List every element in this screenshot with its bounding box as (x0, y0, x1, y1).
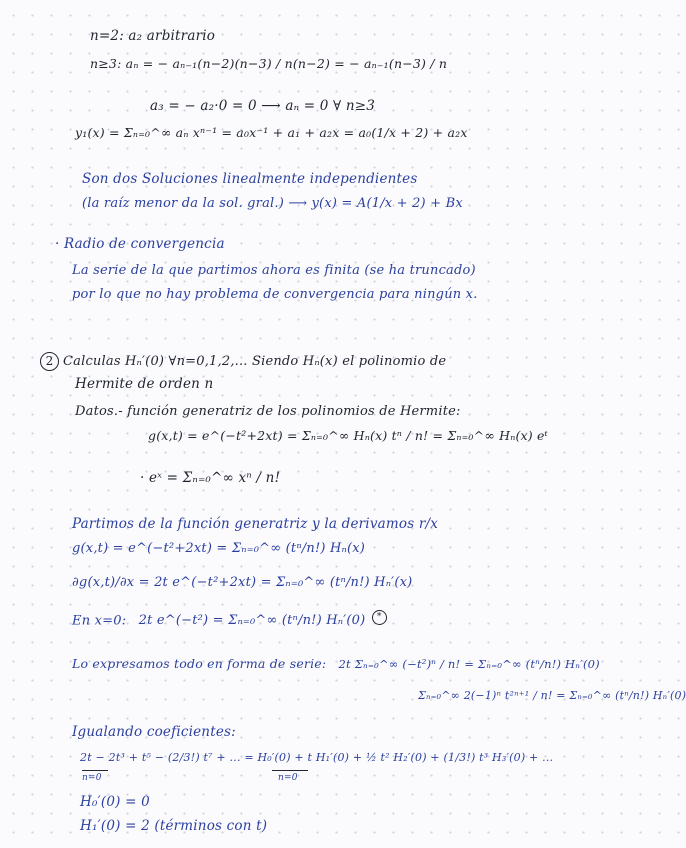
problem-number-circle: 2 (40, 352, 59, 371)
enx0-label: En x=0: (72, 613, 127, 629)
line-a3: a₃ = − a₂·0 = 0 ⟶ aₙ = 0 ∀ n≥3 (150, 98, 376, 114)
line-datos: Datos.- función generatriz de los polinomios de Hermite: (75, 404, 461, 419)
line-gxt: g(x,t) = e^(−t²+2xt) = Σₙ₌₀^∞ Hₙ(x) tⁿ / n! = Σₙ₌₀^∞ Hₙ(x) eᵗ (148, 428, 548, 443)
line-expresamos (72, 658, 600, 671)
line-radio2: por lo que no hay problema de convergencia para ningún x. (72, 287, 478, 302)
line-radio: · Radio de convergencia (55, 236, 225, 252)
line-radio1: La serie de la que partimos ahora es finita (se ha truncado) (72, 263, 476, 278)
line-dg: ∂g(x,t)/∂x = 2t e^(−t²+2xt) = Σₙ₌₀^∞ (tⁿ/n!) Hₙ′(x) (72, 575, 413, 590)
line-coef: 2t − 2t³ + t⁵ − (2/3!) t⁷ + ... = H₀′(0) + t H₁′(0) + ½ t² H₂′(0) + (1/3!) t³ H₃′(0) + ... (80, 751, 554, 764)
line-h1: H₁′(0) = 2 (términos con t) (80, 818, 268, 834)
line-enx0 (72, 610, 387, 627)
line-n3: n≥3: aₙ = − aₙ₋₁(n−2)(n−3) / n(n−2) = − aₙ₋₁(n−3) / n (90, 56, 448, 71)
line-y1: y₁(x) = Σₙ₌₀^∞ aₙ xⁿ⁻¹ = a₀x⁻¹ + a₁ + a₂x = a₀(1/x + 2) + a₂x (75, 125, 468, 140)
line-sol1: Son dos Soluciones linealmente independientes (82, 171, 418, 187)
line-n2: n=2: a₂ arbitrario (90, 28, 216, 44)
line-ex: · eˣ = Σₙ₌₀^∞ xⁿ / n! (140, 470, 281, 486)
star-mark: * (372, 610, 387, 625)
line-expresamos-2: Σₙ₌₀^∞ 2(−1)ⁿ t²ⁿ⁺¹ / n! = Σₙ₌₀^∞ (tⁿ/n!) Hₙ′(0) (418, 689, 686, 702)
line-p2a: Calculas Hₙ′(0) ∀n=0,1,2,... Siendo Hₙ(x) el polinomio de (63, 354, 447, 369)
underline-right (272, 770, 308, 771)
expresamos-equation: 2t Σₙ₌₀^∞ (−t²)ⁿ / n! = Σₙ₌₀^∞ (tⁿ/n!) Hₙ′(0) (338, 657, 600, 671)
expresamos-label: Lo expresamos todo en forma de serie: (72, 656, 327, 671)
line-p2b: Hermite de orden n (75, 376, 214, 392)
line-partimos: Partimos de la función generatriz y la derivamos r/x (72, 516, 439, 532)
label-n0-right: n=0 (278, 773, 298, 783)
line-sol2: (la raíz menor da la sol. gral.) ⟶ y(x) = A(1/x + 2) + Bx (82, 196, 463, 211)
problem-2-heading (40, 352, 446, 371)
label-n0-left: n=0 (82, 773, 102, 783)
underline-left (82, 770, 108, 771)
enx0-equation: 2t e^(−t²) = Σₙ₌₀^∞ (tⁿ/n!) Hₙ′(0) (138, 613, 366, 629)
line-igualando: Igualando coeficientes: (72, 724, 236, 740)
line-g2: g(x,t) = e^(−t²+2xt) = Σₙ₌₀^∞ (tⁿ/n!) Hₙ(x) (72, 541, 366, 556)
line-h0: H₀′(0) = 0 (80, 794, 150, 810)
